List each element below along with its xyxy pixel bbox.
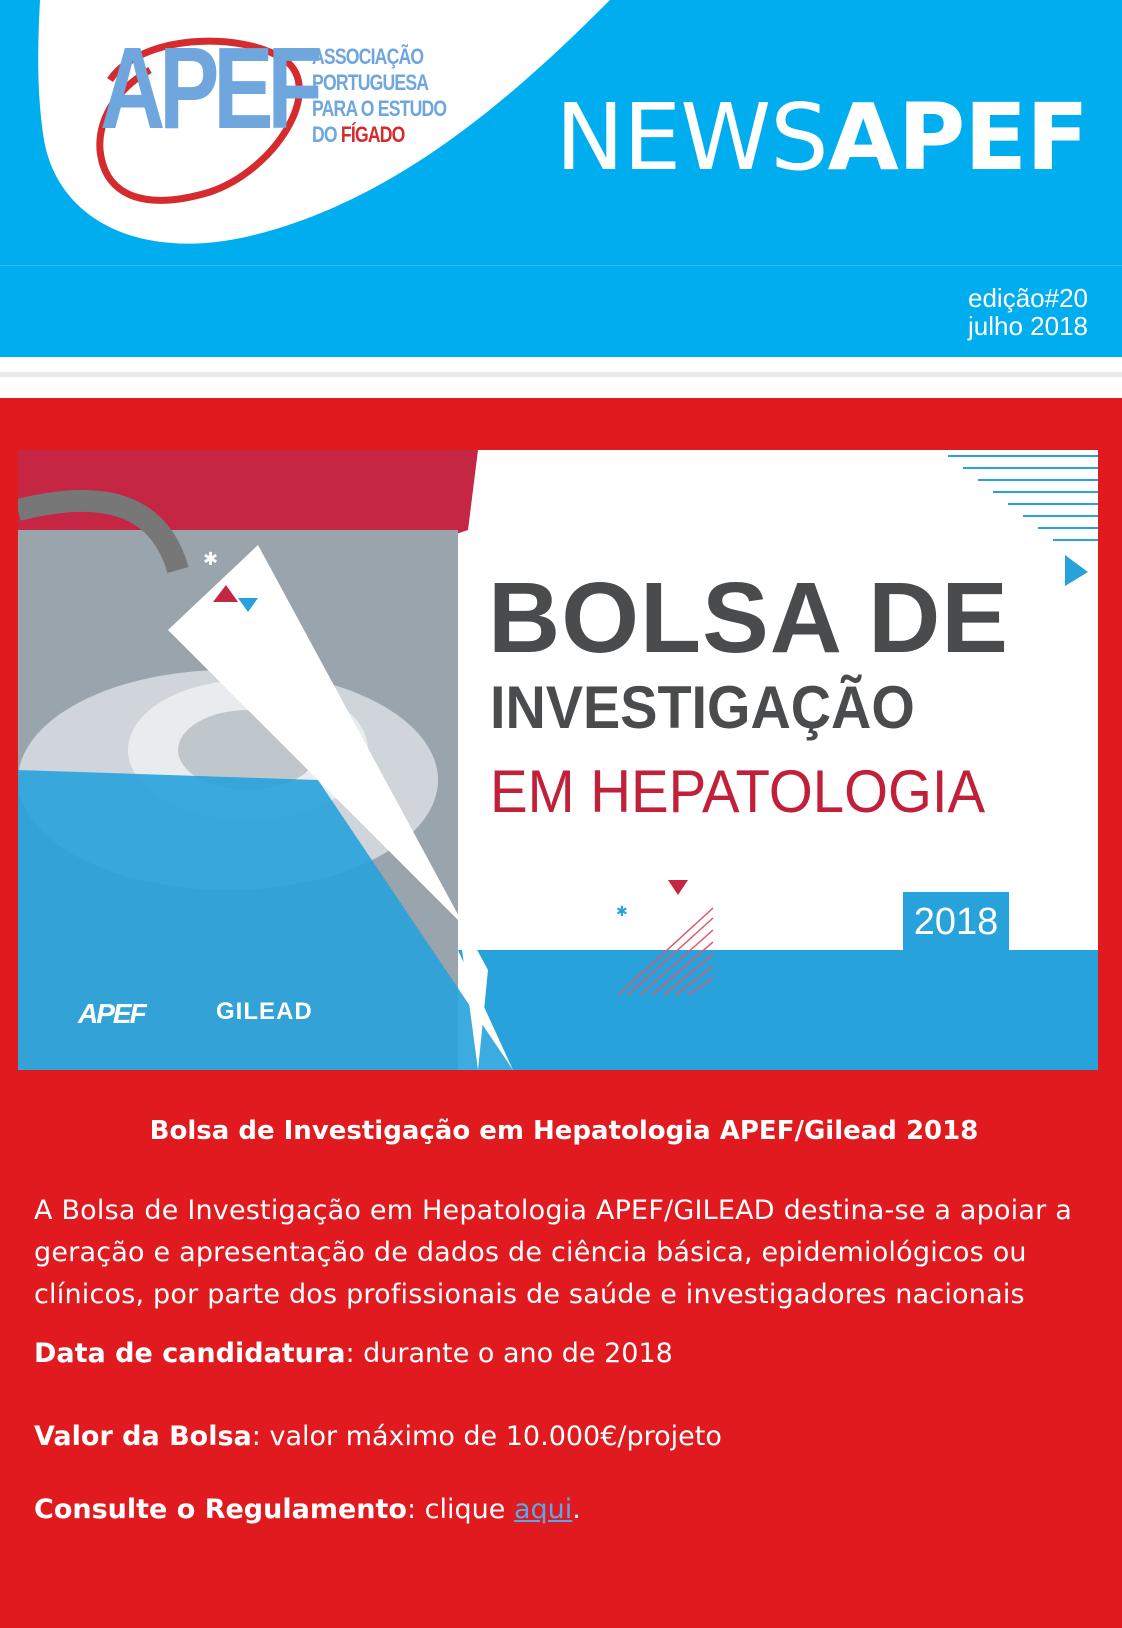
application-date-value: : durante o ano de 2018 [345,1338,673,1369]
article-title: Bolsa de Investigação em Hepatologia APEF/Gilead 2018 [149,1116,979,1146]
edition-date: julho 2018 [968,311,1088,341]
gilead-logo: GILEAD [216,998,313,1025]
apef-logo: APEF [78,998,145,1029]
svg-text:✱: ✱ [203,549,219,570]
regulation-link[interactable]: aqui [513,1494,573,1525]
regulation-line [34,1494,581,1525]
banner-line3: EM HEPATOLOGIA [490,758,986,825]
edition-bar [0,265,1122,357]
grant-value-line [34,1421,722,1452]
scholarship-banner[interactable] [18,450,1098,1070]
article-section [0,398,1122,1628]
edition-info [968,284,1088,340]
application-date-line [34,1338,673,1369]
regulation-label: Consulte o Regulamento [34,1494,407,1525]
newsletter-header [0,0,1122,265]
banner-line1: BOLSA DE [488,562,1009,674]
logo-acronym: APEF [100,23,317,153]
regulation-text: : clique [406,1494,514,1525]
logo-name: ASSOCIAÇÃO PORTUGUESA PARA O ESTUDO DO FÍGADO [312,44,447,147]
grant-value-label: Valor da Bolsa [34,1421,252,1452]
regulation-end: . [572,1494,581,1525]
svg-text:✱: ✱ [616,904,628,920]
edition-number: edição#20 [968,283,1088,313]
article-paragraph: A Bolsa de Investigação em Hepatologia APEF/GILEAD destina-se a apoiar a geração e apresentação de dados de ciência básica, epidemiológicos ou clínicos, por parte dos profissionais de saúde e investigadores nacionais [34,1195,1072,1310]
divider [0,372,1122,377]
banner-year-badge: 2018 [903,892,1009,952]
grant-value-text: : valor máximo de 10.000€/projeto [251,1421,722,1452]
banner-line2: INVESTIGAÇÃO [490,674,915,741]
newsletter-title: NEWSAPEF [555,84,1088,191]
application-date-label: Data de candidatura [34,1338,346,1369]
